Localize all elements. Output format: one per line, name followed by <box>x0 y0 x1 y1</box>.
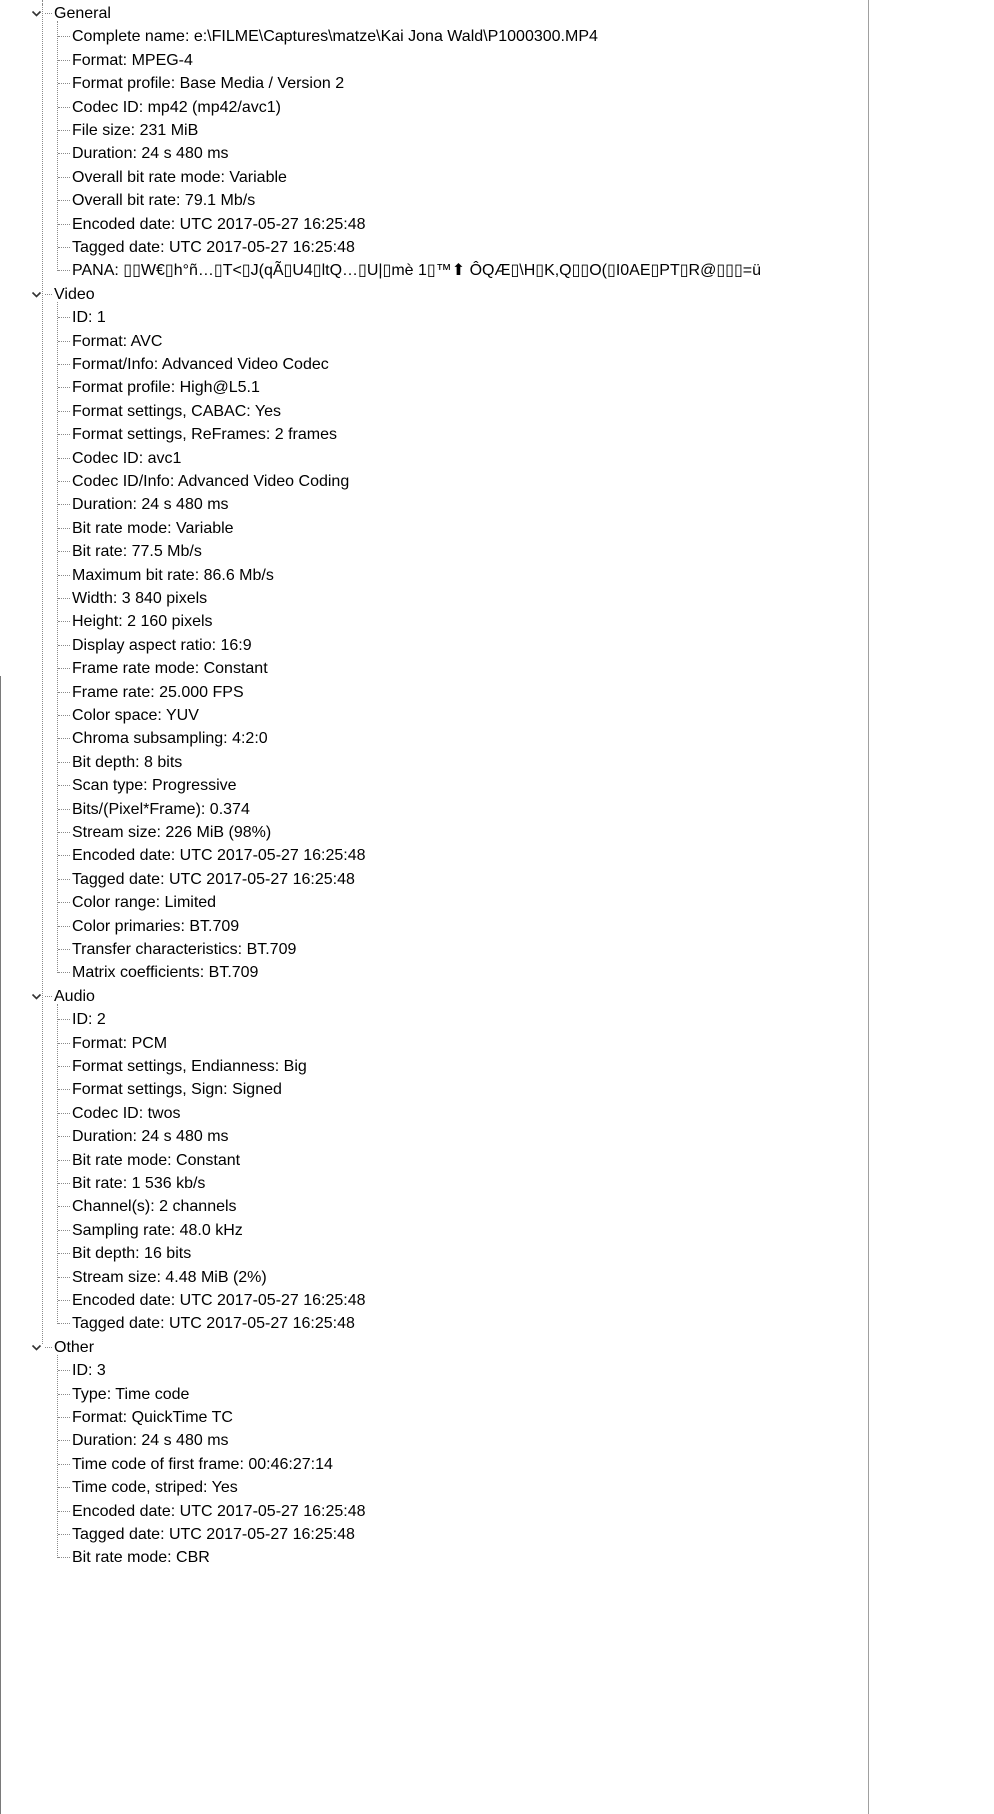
tree-leaf-label: Format: PCM <box>72 1034 168 1052</box>
tree-leaf-label: Bit rate mode: CBR <box>72 1549 210 1567</box>
tree-leaf-item[interactable] <box>72 868 355 891</box>
tree-node-video[interactable] <box>37 283 95 306</box>
tree-connector <box>58 387 70 388</box>
tree-leaf-item[interactable] <box>72 1172 205 1195</box>
tree-leaf-item[interactable] <box>72 634 252 657</box>
tree-leaf-item[interactable] <box>72 49 193 72</box>
tree-connector <box>58 972 70 973</box>
tree-connector <box>58 621 70 622</box>
tree-leaf-item[interactable] <box>72 1032 167 1055</box>
tree-branch-line <box>57 1355 58 1558</box>
tree-leaf-label: Bit rate: 1 536 kb/s <box>72 1175 206 1192</box>
tree-leaf-label: Format profile: Base Media / Version 2 <box>72 75 345 93</box>
tree-connector <box>58 504 70 505</box>
tree-leaf-item[interactable] <box>72 1242 191 1265</box>
tree-leaf-item[interactable] <box>72 961 258 984</box>
tree-connector <box>58 1019 70 1020</box>
tree-connector <box>58 762 70 763</box>
tree-leaf-item[interactable] <box>72 119 198 142</box>
tree-leaf-item[interactable] <box>72 376 260 399</box>
tree-leaf-item[interactable] <box>72 1219 243 1242</box>
tree-connector <box>58 1464 70 1465</box>
tree-leaf-item[interactable] <box>72 844 366 867</box>
tree-connector <box>58 668 70 669</box>
tree-leaf-item[interactable] <box>72 72 344 95</box>
tree-leaf-label: Type: Time code <box>72 1385 190 1403</box>
tree-leaf-item[interactable] <box>72 1500 366 1523</box>
tree-leaf-item[interactable] <box>72 821 271 844</box>
tree-leaf-item[interactable] <box>72 587 207 610</box>
tree-leaf-item[interactable] <box>72 1406 233 1429</box>
tree-connector <box>58 1230 70 1231</box>
tree-leaf-label: Height: 2 160 pixels <box>72 613 213 631</box>
tree-leaf-label: Tagged date: UTC 2017-05-27 16:25:48 <box>72 1315 355 1333</box>
tree-branch-line <box>57 302 58 973</box>
tree-leaf-label: Encoded date: UTC 2017-05-27 16:25:48 <box>72 1292 366 1309</box>
tree-leaf-label: Duration: 24 s 480 ms <box>72 1432 229 1450</box>
tree-connector <box>58 247 70 248</box>
tree-connector <box>58 364 70 365</box>
tree-leaf-item[interactable] <box>72 166 287 189</box>
tree-connector <box>58 645 70 646</box>
tree-leaf-label: Encoded date: UTC 2017-05-27 16:25:48 <box>72 215 366 233</box>
tree-connector <box>58 36 70 37</box>
tree-leaf-label: Bit depth: 8 bits <box>72 753 183 771</box>
tree-connector <box>58 738 70 739</box>
tree-leaf-item[interactable] <box>72 423 337 446</box>
right-panel-background <box>869 0 994 1814</box>
tree-connector <box>58 528 70 529</box>
tree-connector <box>58 1557 70 1558</box>
tree-connector <box>45 1347 52 1348</box>
tree-connector <box>58 551 70 552</box>
tree-leaf-label: Display aspect ratio: 16:9 <box>72 636 252 654</box>
tree-leaf-label: Bit rate: 77.5 Mb/s <box>72 543 202 561</box>
tree-connector <box>58 949 70 950</box>
tree-connector <box>58 902 70 903</box>
tree-connector <box>58 177 70 178</box>
tree-leaf-label: Duration: 24 s 480 ms <box>72 496 229 514</box>
tree-leaf-item[interactable] <box>72 236 355 259</box>
tree-leaf-item[interactable] <box>72 1125 229 1148</box>
tree-connector <box>58 785 70 786</box>
tree-node-label: General <box>54 5 111 22</box>
tree-connector <box>58 458 70 459</box>
tree-node-label: Audio <box>54 987 95 1005</box>
tree-leaf-item[interactable] <box>72 493 229 516</box>
tree-leaf-label: Codec ID: twos <box>72 1104 181 1122</box>
tree-branch-line <box>57 21 58 271</box>
tree-leaf-item[interactable] <box>72 915 239 938</box>
tree-leaf-label: Tagged date: UTC 2017-05-27 16:25:48 <box>72 239 355 256</box>
tree-connector <box>58 60 70 61</box>
tree-connector <box>58 481 70 482</box>
tree-node-label: Other <box>54 1338 95 1356</box>
tree-leaf-label: Format: QuickTime TC <box>72 1409 233 1426</box>
tree-leaf-item[interactable] <box>72 517 234 540</box>
tree-connector <box>58 130 70 131</box>
tree-leaf-label: Codec ID: mp42 (mp42/avc1) <box>72 98 281 116</box>
tree-leaf-item[interactable] <box>72 1312 355 1335</box>
tree-leaf-item[interactable] <box>72 470 349 493</box>
tree-leaf-label: Width: 3 840 pixels <box>72 590 208 607</box>
tree-leaf-item[interactable] <box>72 704 199 727</box>
tree-leaf-label: Duration: 24 s 480 ms <box>72 145 229 163</box>
tree-leaf-label: Format settings, Sign: Signed <box>72 1081 282 1099</box>
tree-root-line <box>42 4 43 1344</box>
chevron-down-icon[interactable] <box>31 1342 42 1353</box>
tree-leaf-item[interactable] <box>72 25 598 48</box>
tree-connector <box>58 1277 70 1278</box>
tree-leaf-label: Time code, striped: Yes <box>72 1479 238 1497</box>
tree-connector <box>58 575 70 576</box>
tree-connector <box>58 1066 70 1067</box>
tree-leaf-label: Format: AVC <box>72 332 163 350</box>
tree-leaf-label: Scan type: Progressive <box>72 777 237 795</box>
tree-leaf-label: Encoded date: UTC 2017-05-27 16:25:48 <box>72 1502 366 1520</box>
tree-leaf-item[interactable] <box>72 1102 180 1125</box>
tree-leaf-item[interactable] <box>72 1195 237 1218</box>
tree-leaf-item[interactable] <box>72 306 106 329</box>
tree-connector <box>58 434 70 435</box>
tree-connector <box>58 1136 70 1137</box>
tree-node-audio[interactable] <box>37 985 95 1008</box>
tree-connector <box>58 809 70 810</box>
tree-leaf-item[interactable] <box>72 142 229 165</box>
tree-leaf-label: Color primaries: BT.709 <box>72 917 240 935</box>
chevron-down-icon[interactable] <box>31 991 42 1002</box>
tree-leaf-item[interactable] <box>72 447 181 470</box>
tree-leaf-item[interactable] <box>72 330 162 353</box>
tree-connector <box>58 200 70 201</box>
tree-leaf-item[interactable] <box>72 1546 210 1569</box>
tree-leaf-item[interactable] <box>72 96 281 119</box>
chevron-down-icon[interactable] <box>31 8 42 19</box>
tree-leaf-label: Color range: Limited <box>72 894 217 912</box>
tree-leaf-item[interactable] <box>72 657 268 680</box>
tree-connector <box>58 1300 70 1301</box>
tree-connector <box>58 1089 70 1090</box>
tree-leaf-item[interactable] <box>72 1055 307 1078</box>
tree-leaf-item[interactable] <box>72 1359 106 1382</box>
tree-leaf-label: Format: MPEG-4 <box>72 51 193 69</box>
tree-leaf-label: File size: 231 MiB <box>72 122 199 139</box>
tree-leaf-label: Stream size: 226 MiB (98%) <box>72 824 272 841</box>
tree-leaf-label: Codec ID/Info: Advanced Video Coding <box>72 473 350 490</box>
tree-leaf-label: PANA: ▯▯W€▯h°ñ…▯T<▯J(qÃ▯U4▯ltQ…▯U|▯mè 1▯™⬆ ÔQÆ▯\H▯K,Q▯▯O(▯I0AE▯PT▯R@▯▯▯=ü <box>72 262 762 280</box>
tree-leaf-label: Overall bit rate mode: Variable <box>72 168 287 186</box>
tree-connector <box>58 153 70 154</box>
tree-leaf-label: Format settings, CABAC: Yes <box>72 402 281 420</box>
tree-leaf-label: Matrix coefficients: BT.709 <box>72 964 259 982</box>
tree-connector <box>58 1043 70 1044</box>
tree-connector <box>58 1160 70 1161</box>
tree-leaf-label: Color space: YUV <box>72 707 199 724</box>
tree-leaf-item[interactable] <box>72 1266 267 1289</box>
tree-leaf-label: Bits/(Pixel*Frame): 0.374 <box>72 800 250 818</box>
tree-connector <box>58 715 70 716</box>
tree-leaf-label: Format profile: High@L5.1 <box>72 379 260 397</box>
tree-leaf-label: Chroma subsampling: 4:2:0 <box>72 730 268 748</box>
tree-leaf-label: Encoded date: UTC 2017-05-27 16:25:48 <box>72 847 366 865</box>
tree-branch-line <box>57 1004 58 1324</box>
tree-leaf-label: Frame rate: 25.000 FPS <box>72 683 244 701</box>
tree-leaf-label: Format settings, ReFrames: 2 frames <box>72 426 337 444</box>
tree-leaf-item[interactable] <box>72 1383 189 1406</box>
tree-connector <box>58 598 70 599</box>
tree-leaf-item[interactable] <box>72 540 202 563</box>
tree-connector <box>45 13 52 14</box>
tree-leaf-item[interactable] <box>72 727 268 750</box>
tree-connector <box>58 855 70 856</box>
tree-connector <box>58 107 70 108</box>
tree-leaf-item[interactable] <box>72 259 761 282</box>
tree-leaf-label: Complete name: e:\FILME\Captures\matze\Kai Jona Wald\P1000300.MP4 <box>72 28 598 46</box>
tree-node-general[interactable] <box>37 2 111 25</box>
tree-connector <box>58 83 70 84</box>
left-edge-line <box>0 676 1 1814</box>
tree-leaf-item[interactable] <box>72 774 237 797</box>
tree-leaf-item[interactable] <box>72 1078 282 1101</box>
tree-node-label: Video <box>54 285 95 303</box>
tree-leaf-label: Format/Info: Advanced Video Codec <box>72 356 329 373</box>
tree-connector <box>58 317 70 318</box>
tree-leaf-item[interactable] <box>72 938 296 961</box>
tree-connector <box>58 411 70 412</box>
tree-leaf-label: Codec ID: avc1 <box>72 449 182 467</box>
tree-leaf-label: ID: 2 <box>72 1011 106 1029</box>
tree-leaf-label: Sampling rate: 48.0 kHz <box>72 1221 243 1239</box>
tree-leaf-label: Tagged date: UTC 2017-05-27 16:25:48 <box>72 870 355 888</box>
tree-connector <box>58 1417 70 1418</box>
tree-leaf-item[interactable] <box>72 891 216 914</box>
tree-leaf-label: Bit rate mode: Constant <box>72 1151 241 1169</box>
tree-leaf-label: Maximum bit rate: 86.6 Mb/s <box>72 566 274 584</box>
tree-leaf-label: Overall bit rate: 79.1 Mb/s <box>72 192 256 210</box>
tree-leaf-item[interactable] <box>72 1523 355 1546</box>
tree-leaf-item[interactable] <box>72 1476 238 1499</box>
tree-leaf-item[interactable] <box>72 400 281 423</box>
tree-leaf-label: Time code of first frame: 00:46:27:14 <box>72 1455 333 1473</box>
tree-connector <box>45 294 52 295</box>
tree-leaf-label: Transfer characteristics: BT.709 <box>72 941 297 958</box>
tree-leaf-item[interactable] <box>72 1149 240 1172</box>
tree-leaf-item[interactable] <box>72 189 255 212</box>
tree-leaf-item[interactable] <box>72 1289 366 1312</box>
tree-connector <box>58 832 70 833</box>
tree-leaf-label: ID: 3 <box>72 1362 106 1380</box>
tree-leaf-label: Tagged date: UTC 2017-05-27 16:25:48 <box>72 1526 355 1543</box>
tree-connector <box>58 224 70 225</box>
tree-connector <box>58 926 70 927</box>
tree-leaf-label: Stream size: 4.48 MiB (2%) <box>72 1268 267 1286</box>
tree-node-other[interactable] <box>37 1336 94 1359</box>
tree-connector <box>58 1394 70 1395</box>
tree-leaf-label: Duration: 24 s 480 ms <box>72 1128 229 1146</box>
tree-connector <box>58 341 70 342</box>
tree-connector <box>45 996 52 997</box>
tree-connector <box>58 1253 70 1254</box>
tree-connector <box>58 1511 70 1512</box>
tree-connector <box>58 1183 70 1184</box>
tree-leaf-label: Channel(s): 2 channels <box>72 1198 237 1216</box>
tree-leaf-item[interactable] <box>72 681 244 704</box>
tree-leaf-label: Frame rate mode: Constant <box>72 660 268 678</box>
tree-leaf-item[interactable] <box>72 798 250 821</box>
tree-connector <box>58 1113 70 1114</box>
tree-leaf-item[interactable] <box>72 1429 229 1452</box>
tree-connector <box>58 1206 70 1207</box>
tree-leaf-item[interactable] <box>72 1008 106 1031</box>
tree-leaf-item[interactable] <box>72 353 329 376</box>
tree-leaf-item[interactable] <box>72 751 182 774</box>
tree-leaf-label: Format settings, Endianness: Big <box>72 1058 307 1075</box>
tree-connector <box>58 1440 70 1441</box>
tree-connector <box>58 1534 70 1535</box>
tree-connector <box>58 1323 70 1324</box>
tree-connector <box>58 692 70 693</box>
chevron-down-icon[interactable] <box>31 289 42 300</box>
tree-connector <box>58 1487 70 1488</box>
tree-leaf-label: ID: 1 <box>72 309 106 327</box>
tree-leaf-item[interactable] <box>72 213 366 236</box>
tree-leaf-item[interactable] <box>72 610 213 633</box>
tree-connector <box>58 879 70 880</box>
tree-leaf-item[interactable] <box>72 564 274 587</box>
tree-leaf-label: Bit rate mode: Variable <box>72 519 234 537</box>
tree-connector <box>58 270 70 271</box>
tree-leaf-label: Bit depth: 16 bits <box>72 1245 192 1263</box>
tree-leaf-item[interactable] <box>72 1453 333 1476</box>
tree-connector <box>58 1370 70 1371</box>
